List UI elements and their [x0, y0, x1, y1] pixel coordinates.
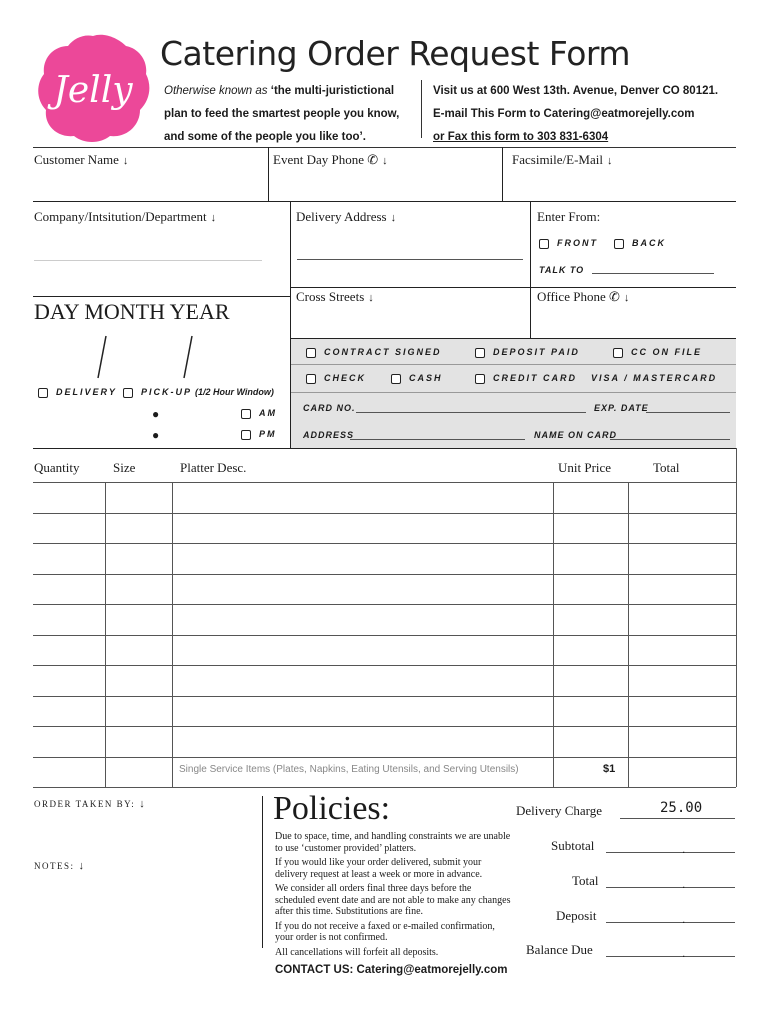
- table-row-line: [33, 757, 736, 758]
- order-taken-label: ORDER TAKEN BY: ↓: [34, 798, 147, 810]
- decimal-dot: .: [682, 877, 686, 891]
- divider: [502, 147, 503, 201]
- policy-item: Due to space, time, and handling constraints we are unable to use ‘customer provided’ platters.: [275, 831, 511, 854]
- enter-from-label: Enter From:: [537, 209, 601, 224]
- customer-name-field[interactable]: [34, 170, 264, 198]
- deposit-field[interactable]: [606, 922, 735, 923]
- deposit-checkbox[interactable]: [475, 348, 485, 358]
- policy-item: If you would like your order delivered, submit your delivery request at least a week or more in advance.: [275, 857, 483, 880]
- divider: [268, 147, 269, 201]
- balance-due-label: Balance Due: [526, 942, 593, 957]
- check-option[interactable]: CHECK: [306, 373, 366, 384]
- company-label: Company/Intsitution/Department ↓: [34, 209, 217, 224]
- phone-icon: ✆: [608, 289, 620, 304]
- delivery-checkbox[interactable]: [38, 388, 48, 398]
- policies-divider: [262, 796, 263, 948]
- rule: [33, 296, 290, 297]
- decimal-dot: .: [682, 946, 686, 960]
- col-total: Total: [653, 460, 680, 475]
- subtotal-label: Subtotal: [551, 838, 595, 853]
- contract-checkbox[interactable]: [306, 348, 316, 358]
- visit-address: Visit us at 600 West 13th. Avenue, Denver CO 80121.: [433, 85, 719, 97]
- page-title: Catering Order Request Form: [160, 34, 631, 73]
- top-rule: [33, 147, 736, 148]
- total-field[interactable]: [606, 887, 735, 888]
- delivery-charge-label: Delivery Charge: [516, 803, 603, 818]
- time-dot: ●: [152, 428, 160, 442]
- time-dot: ●: [152, 407, 160, 421]
- tagline-prefix: Otherwise known as: [164, 85, 271, 97]
- visa-mastercard-label: VISA / MASTERCARD: [591, 373, 718, 383]
- delivery-charge-field[interactable]: [620, 818, 735, 819]
- exp-date-field[interactable]: [646, 412, 730, 413]
- back-option[interactable]: BACK: [614, 238, 666, 249]
- decimal-dot: .: [682, 912, 686, 926]
- table-row[interactable]: [33, 544, 736, 573]
- rule: [33, 201, 736, 202]
- rule: [291, 364, 736, 365]
- policy-item: If you do not receive a faxed or e-mailed confirmation, your order is not confirmed.: [275, 920, 495, 943]
- back-checkbox[interactable]: [614, 239, 624, 249]
- table-row[interactable]: [33, 666, 736, 695]
- facsimile-field[interactable]: [512, 170, 734, 198]
- rule: [290, 287, 736, 288]
- phone-icon: ✆: [367, 152, 379, 167]
- tagline: [164, 80, 399, 149]
- email-line: E-mail This Form to Catering@eatmorejelly.com: [433, 108, 695, 120]
- rule: [291, 392, 736, 393]
- balance-due-field[interactable]: [606, 956, 735, 957]
- jelly-logo: [34, 30, 152, 146]
- event-phone-field[interactable]: [273, 170, 498, 198]
- notes-label: NOTES: ↓: [34, 860, 86, 872]
- name-on-card-field[interactable]: [610, 439, 730, 440]
- card-no-label: CARD NO.: [303, 403, 356, 413]
- table-row[interactable]: [33, 697, 736, 726]
- col-platter: Platter Desc.: [180, 460, 247, 475]
- divider: [530, 201, 531, 338]
- pm-checkbox[interactable]: [241, 430, 251, 440]
- table-row[interactable]: [33, 605, 736, 634]
- tagline-line3: and some of the people you like too’.: [164, 131, 366, 143]
- total-label: Total: [572, 873, 599, 888]
- credit-checkbox[interactable]: [475, 374, 485, 384]
- contact-info: [433, 80, 718, 149]
- table-row-line: [33, 787, 736, 788]
- fax-line: or Fax this form to 303 831-6304: [433, 131, 609, 143]
- cc-on-file-option[interactable]: CC ON FILE: [613, 347, 702, 358]
- single-service-label: Single Service Items (Plates, Napkins, Eating Utensils, and Serving Utensils): [179, 764, 519, 775]
- cash-option[interactable]: CASH: [391, 373, 443, 384]
- date-label: DAY MONTH YEAR: [34, 299, 230, 324]
- date-slashes: [80, 332, 210, 382]
- delivery-address-field[interactable]: [297, 259, 523, 260]
- table-row[interactable]: [33, 483, 736, 512]
- cross-streets-label: Cross Streets ↓: [296, 289, 374, 304]
- company-field[interactable]: [34, 260, 262, 261]
- header-divider: [421, 80, 422, 138]
- delivery-address-label: Delivery Address ↓: [296, 209, 397, 224]
- name-on-card-label: NAME ON CARD: [534, 430, 617, 440]
- pm-option[interactable]: PM: [241, 429, 277, 440]
- table-row[interactable]: [33, 575, 736, 604]
- policies-list: [275, 831, 513, 958]
- col-size: Size: [113, 460, 136, 475]
- logo-text: Jelly: [53, 70, 133, 111]
- am-checkbox[interactable]: [241, 409, 251, 419]
- rule: [33, 448, 736, 449]
- card-no-field[interactable]: [356, 412, 586, 413]
- cash-checkbox[interactable]: [391, 374, 401, 384]
- policies-title: Policies:: [273, 790, 391, 827]
- col-quantity: Quantity: [34, 460, 80, 475]
- credit-card-option[interactable]: CREDIT CARD: [475, 373, 577, 384]
- table-row[interactable]: [33, 727, 736, 756]
- card-address-field[interactable]: [350, 439, 525, 440]
- table-border: [736, 448, 737, 787]
- table-row[interactable]: [33, 514, 736, 543]
- window-label: (1/2 Hour Window): [195, 387, 274, 397]
- address-label: ADDRESS: [303, 430, 355, 440]
- col-unit-price: Unit Price: [558, 460, 612, 475]
- single-service-price: $1: [603, 763, 616, 775]
- subtotal-field[interactable]: [606, 852, 735, 853]
- deposit-label: Deposit: [556, 908, 597, 923]
- pickup-checkbox[interactable]: [123, 388, 133, 398]
- cc-file-checkbox[interactable]: [613, 348, 623, 358]
- policy-item: All cancellations will forfeit all deposits.: [275, 946, 439, 958]
- customer-name-label: Customer Name ↓: [34, 152, 129, 167]
- contact-us: CONTACT US: Catering@eatmorejelly.com: [275, 964, 508, 976]
- tagline-line2: plan to feed the smartest people you know,: [164, 108, 400, 120]
- delivery-option[interactable]: DELIVERY: [38, 387, 117, 398]
- front-checkbox[interactable]: [539, 239, 549, 249]
- am-option[interactable]: AM: [241, 408, 277, 419]
- policy-item: We consider all orders final three days before the scheduled event date and are not able to make any changes after this time. Substitutions are fine.: [275, 883, 511, 917]
- exp-date-label: EXP. DATE: [594, 403, 649, 413]
- front-option[interactable]: FRONT: [539, 238, 598, 249]
- event-phone-label: Event Day Phone ✆ ↓: [273, 152, 388, 167]
- office-phone-label: Office Phone ✆ ↓: [537, 289, 630, 304]
- check-checkbox[interactable]: [306, 374, 316, 384]
- table-row[interactable]: [33, 636, 736, 665]
- delivery-charge-value: 25.00: [660, 800, 703, 816]
- deposit-paid-option[interactable]: DEPOSIT PAID: [475, 347, 580, 358]
- talk-to-label: TALK TO: [539, 265, 585, 275]
- facsimile-label: Facsimile/E-Mail ↓: [512, 152, 613, 167]
- tagline-bold: ‘the multi-juristictional: [270, 85, 395, 97]
- pickup-option[interactable]: PICK-UP: [123, 387, 192, 398]
- talk-to-field[interactable]: [592, 273, 714, 274]
- decimal-dot: .: [682, 842, 686, 856]
- contract-signed-option[interactable]: CONTRACT SIGNED: [306, 347, 442, 358]
